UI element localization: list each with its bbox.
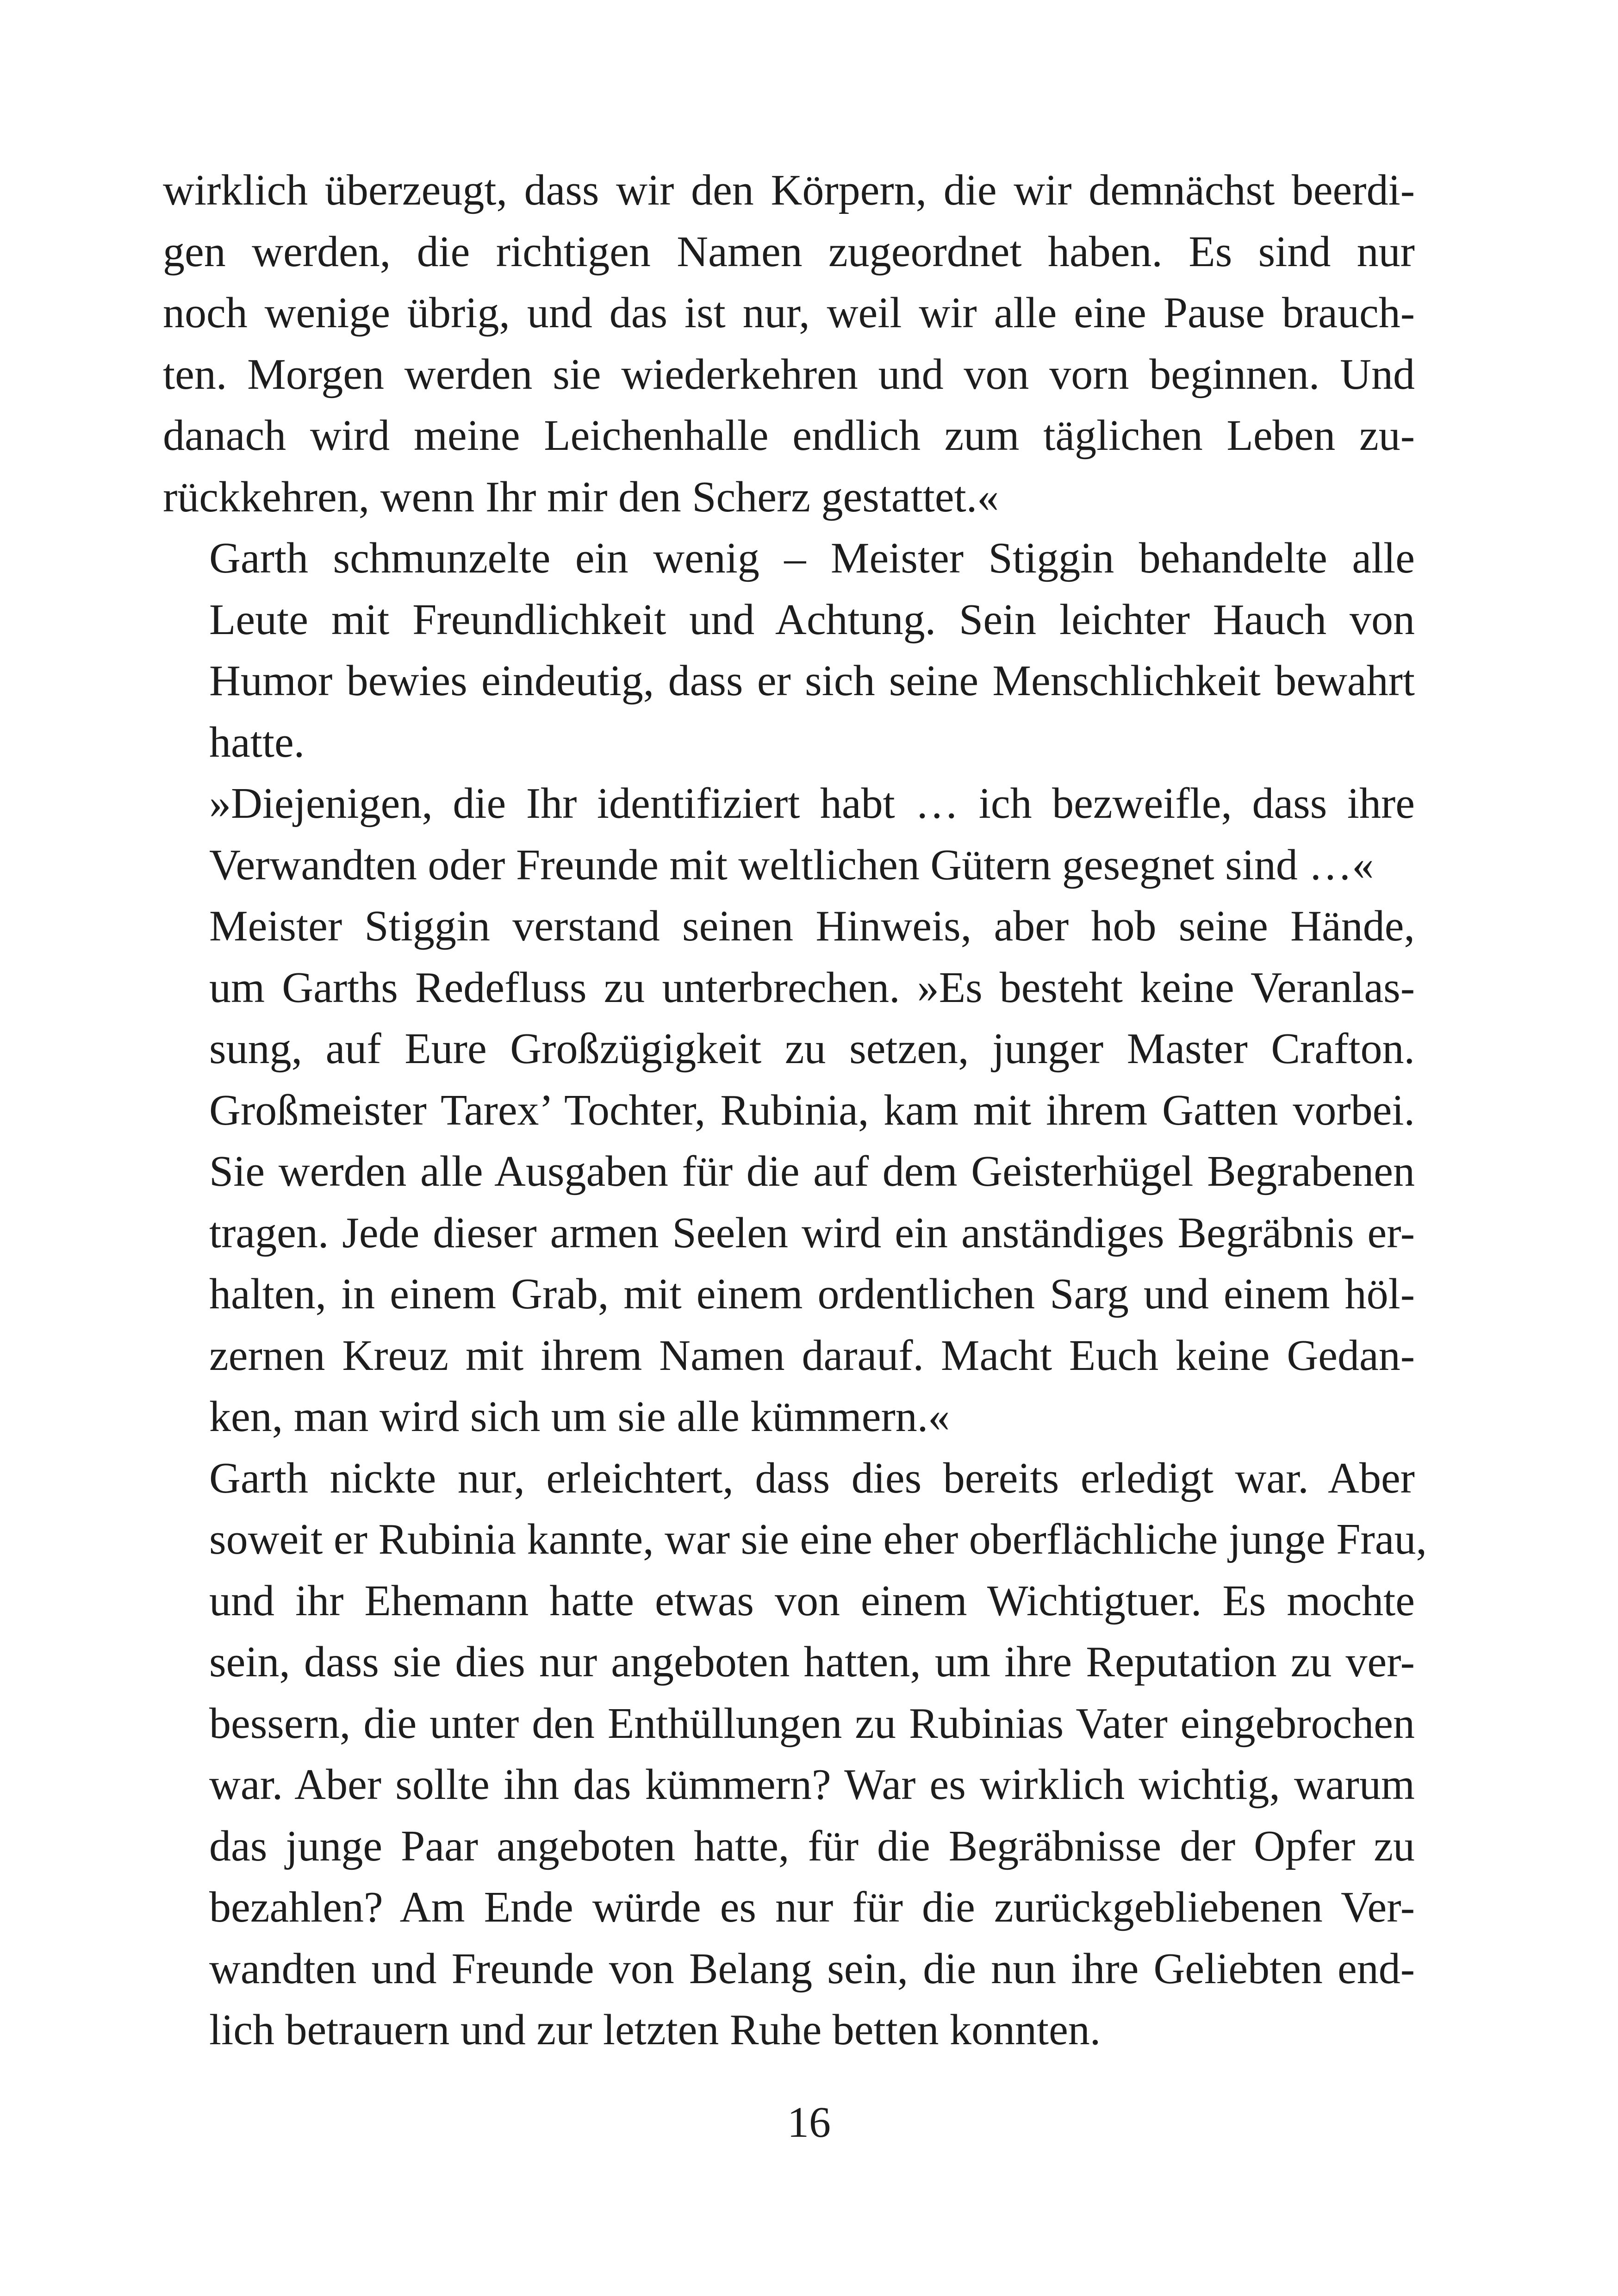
text-line: Meister Stiggin verstand seinen Hinweis, aber hob seine Hände,: [209, 902, 1415, 950]
text-line: lich betrauern und zur letzten Ruhe betten konnten.: [209, 2006, 1101, 2054]
text-line: um Garths Redefluss zu unterbrechen. »Es besteht keine Veranlas-: [209, 963, 1415, 1012]
text-line: Garth nickte nur, erleichtert, dass dies bereits erledigt war. Aber: [209, 1454, 1415, 1502]
paragraph: [163, 1448, 1427, 2061]
text-line: rückkehren, wenn Ihr mir den Scherz gestattet.«: [163, 473, 999, 521]
text-line: sung, auf Eure Großzügigkeit zu setzen, junger Master Crafton.: [209, 1025, 1415, 1073]
text-line: wirklich überzeugt, dass wir den Körpern, die wir demnächst beerdi-: [163, 166, 1415, 214]
page-number: 16: [787, 2098, 831, 2147]
text-line: war. Aber sollte ihn das kümmern? War es wirklich wichtig, warum: [209, 1761, 1415, 1809]
text-line: Garth schmunzelte ein wenig – Meister Stiggin behandelte alle: [209, 534, 1415, 582]
text-line: noch wenige übrig, und das ist nur, weil wir alle eine Pause brauch-: [163, 289, 1415, 337]
paragraph: [163, 773, 1415, 896]
text-line: soweit er Rubinia kannte, war sie eine eher oberflächliche junge Frau,: [209, 1515, 1427, 1563]
text-line: zernen Kreuz mit ihrem Namen darauf. Macht Euch keine Gedan-: [209, 1331, 1415, 1380]
text-line: Leute mit Freundlichkeit und Achtung. Sein leichter Hauch von: [209, 595, 1415, 644]
paragraph: [163, 160, 1415, 528]
text-line: halten, in einem Grab, mit einem ordentlichen Sarg und einem höl-: [209, 1270, 1415, 1318]
text-line: bessern, die unter den Enthüllungen zu Rubinias Vater eingebrochen: [209, 1699, 1415, 1748]
text-line: bezahlen? Am Ende würde es nur für die zurückgebliebenen Ver-: [209, 1883, 1415, 1931]
text-line: sein, dass sie dies nur angeboten hatten, um ihre Reputation zu ver-: [209, 1638, 1415, 1686]
text-line: wandten und Freunde von Belang sein, die nun ihre Geliebten end-: [209, 1944, 1415, 1993]
paragraph: [163, 896, 1415, 1448]
text-line: ken, man wird sich um sie alle kümmern.«: [209, 1393, 950, 1441]
text-line: das junge Paar angeboten hatte, für die Begräbnisse der Opfer zu: [209, 1822, 1415, 1870]
text-line: hatte.: [209, 718, 305, 766]
text-line: »Diejenigen, die Ihr identifiziert habt … ich bezweifle, dass ihre: [209, 779, 1415, 828]
text-line: danach wird meine Leichenhalle endlich zum täglichen Leben zu-: [163, 411, 1415, 460]
text-line: und ihr Ehemann hatte etwas von einem Wichtigtuer. Es mochte: [209, 1576, 1415, 1625]
text-line: gen werden, die richtigen Namen zugeordnet haben. Es sind nur: [163, 227, 1415, 276]
paragraph: [163, 528, 1415, 773]
text-line: tragen. Jede dieser armen Seelen wird ein anständiges Begräbnis er-: [209, 1208, 1415, 1257]
text-line: ten. Morgen werden sie wiederkehren und von vorn beginnen. Und: [163, 350, 1415, 398]
text-line: Sie werden alle Ausgaben für die auf dem Geisterhügel Begrabenen: [209, 1147, 1415, 1195]
page-body-text: [163, 160, 1427, 2061]
text-line: Großmeister Tarex’ Tochter, Rubinia, kam mit ihrem Gatten vorbei.: [209, 1086, 1415, 1134]
text-line: Verwandten oder Freunde mit weltlichen Gütern gesegnet sind …«: [209, 840, 1374, 889]
text-line: Humor bewies eindeutig, dass er sich seine Menschlichkeit bewahrt: [209, 657, 1415, 705]
